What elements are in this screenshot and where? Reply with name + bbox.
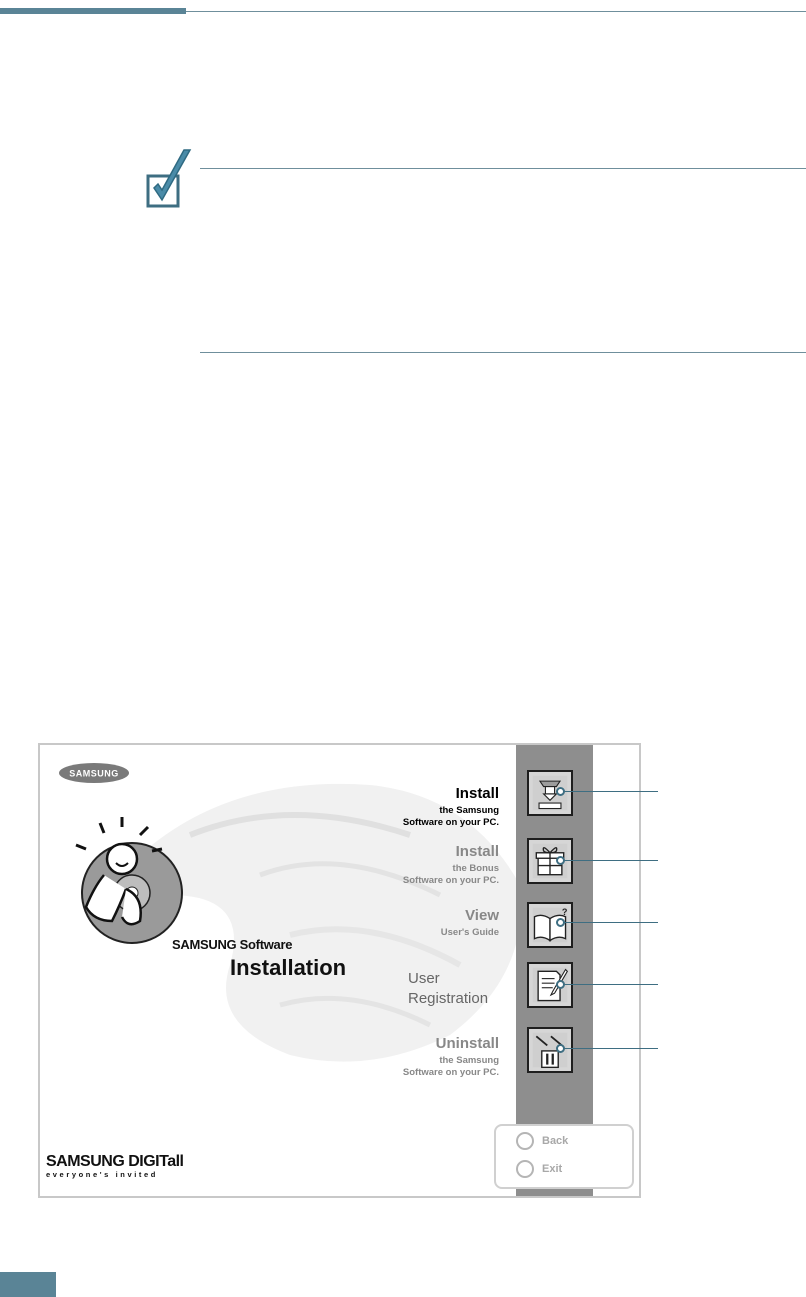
menu-install-bonus-subtitle[interactable]: the Bonus Software on your PC. <box>402 863 499 886</box>
exit-button[interactable]: Exit <box>542 1163 563 1175</box>
callout-line-3 <box>564 922 658 924</box>
digitall-text: SAMSUNG DIGITall <box>46 1153 184 1170</box>
menu-view-guide-subtitle[interactable]: User's Guide <box>440 927 499 938</box>
gift-icon[interactable] <box>527 838 573 884</box>
cd-mascot-illustration <box>64 817 194 947</box>
book-icon[interactable] <box>527 902 573 948</box>
menu-uninstall-title[interactable]: Uninstall <box>435 1035 499 1052</box>
callout-line-2 <box>564 860 658 862</box>
registration-icon[interactable] <box>527 962 573 1008</box>
callout-line-4 <box>564 984 658 986</box>
samsung-digitall-logo <box>46 1153 184 1179</box>
menu-install-samsung-subtitle[interactable]: the Samsung Software on your PC. <box>402 805 499 828</box>
product-line2: Installation <box>230 955 347 980</box>
uninstall-icon[interactable] <box>527 1027 573 1073</box>
menu-view-guide-title[interactable]: View <box>465 907 499 924</box>
back-button[interactable]: Back <box>542 1135 569 1147</box>
product-line1: SAMSUNG Software <box>172 937 293 952</box>
samsung-logo-text: SAMSUNG <box>69 768 119 779</box>
callout-line-1 <box>564 791 658 793</box>
note-checkmark-icon <box>144 146 196 212</box>
page-number-tab <box>0 1272 56 1297</box>
header-accent-bar <box>0 8 186 14</box>
menu-user-registration-title[interactable]: User Registration <box>408 970 489 1007</box>
back-arrow-icon[interactable] <box>516 1132 534 1150</box>
install-software-icon[interactable] <box>527 770 573 816</box>
installer-screenshot <box>38 743 641 1198</box>
exit-door-icon[interactable] <box>516 1160 534 1178</box>
menu-uninstall-subtitle[interactable]: the Samsung Software on your PC. <box>402 1055 499 1078</box>
menu-install-bonus-title[interactable]: Install <box>455 843 499 860</box>
note-top-rule <box>200 168 806 169</box>
menu-install-samsung-title[interactable]: Install <box>455 785 499 802</box>
callout-line-5 <box>564 1048 658 1050</box>
svg-text:?: ? <box>561 906 568 917</box>
navigation-panel <box>494 1124 634 1189</box>
header-rule <box>186 11 806 12</box>
note-bottom-rule <box>200 352 806 353</box>
digitall-tagline: everyone's invited <box>46 1170 158 1179</box>
